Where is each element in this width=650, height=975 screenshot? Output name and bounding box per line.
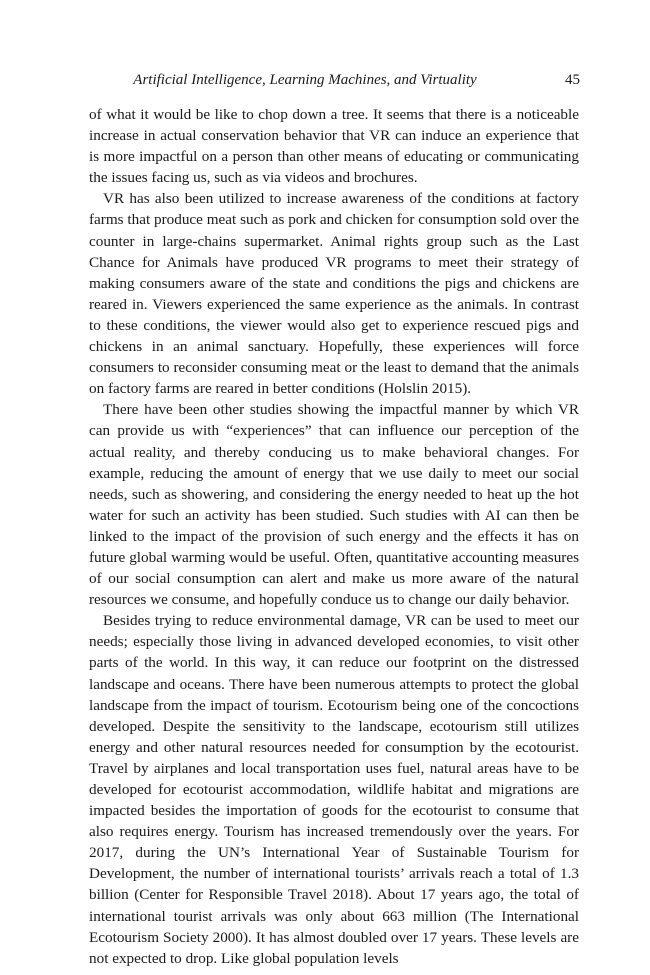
paragraph-factory-farms: VR has also been utilized to increase awareness of the conditions at factory farms that produce meat such as pork and chicken for consumption sold over the counter in large-chains supermarket. Animal rights group such as the Last Chance for Animals have produced VR programs to meet their strategy of making consumers aware of the state and conditions the pigs and chickens are reared in. Viewers experienced the same experience as the animals. In contrast to these conditions, the viewer would also get to experience rescued pigs and chickens in an animal sanctuary. Hopefully, these experiences will force consumers to reconsider consuming meat or the least to demand that the animals on factory farms are reared in better conditions (Holslin 2015). [89,190,579,398]
running-header [90,70,580,90]
paragraph-ecotourism: Besides trying to reduce environmental damage, VR can be used to meet our needs; especially those living in advanced developed economies, to visit other parts of the world. In this way, it can reduce our footprint on the distressed landscape and oceans. There have been numerous attempts to protect the global landscape from the impact of tourism. Ecotourism being one of the concoctions developed. Despite the sensitivity to the landscape, ecotourism still utilizes energy and other natural resources needed for consumption by the ecotourist. Travel by airplanes and local transportation uses fuel, natural areas have to be developed for ecotourist accommodation, wildlife habitat and migrations are impacted besides the importation of goods for the ecotourist to consume that also requires energy. Tourism has increased tremendously over the years. For 2017, during the UN’s International Year of Sustainable Tourism for Development, the number of international tourists’ arrivals reach a total of 1.3 billion (Center for Responsible Travel 2018). About 17 years ago, the total of international tourist arrivals was only about 663 million (The International Ecotourism Society 2000). It has almost doubled over 17 years. These levels are not expected to drop. Like global population levels [89,612,579,967]
running-title: Artificial Intelligence, Learning Machines, and Virtuality [133,72,477,88]
body-text [89,104,579,969]
paragraph-vr-studies: There have been other studies showing the impactful manner by which VR can provide us with “experiences” that can influence our perception of the actual reality, and thereby conducing us to make behavioral changes. For example, reducing the amount of energy that we use daily to meet our social needs, such as showering, and considering the energy needed to heat up the hot water for such an activity has been studied. Such studies with AI can then be linked to the impact of the provision of such energy and the effects it has on future global warming would be useful. Often, quantitative accounting measures of our social consumption can alert and make us more aware of the natural resources we consume, and hopefully conduce us to change our daily behavior. [89,401,579,609]
paragraph-continued: of what it would be like to chop down a tree. It seems that there is a noticeable increase in actual conservation behavior that VR can induce an experience that is more impactful on a person than other means of educating or communicating the issues facing us, such as via videos and brochures. [89,106,579,187]
page-number: 45 [565,72,580,88]
